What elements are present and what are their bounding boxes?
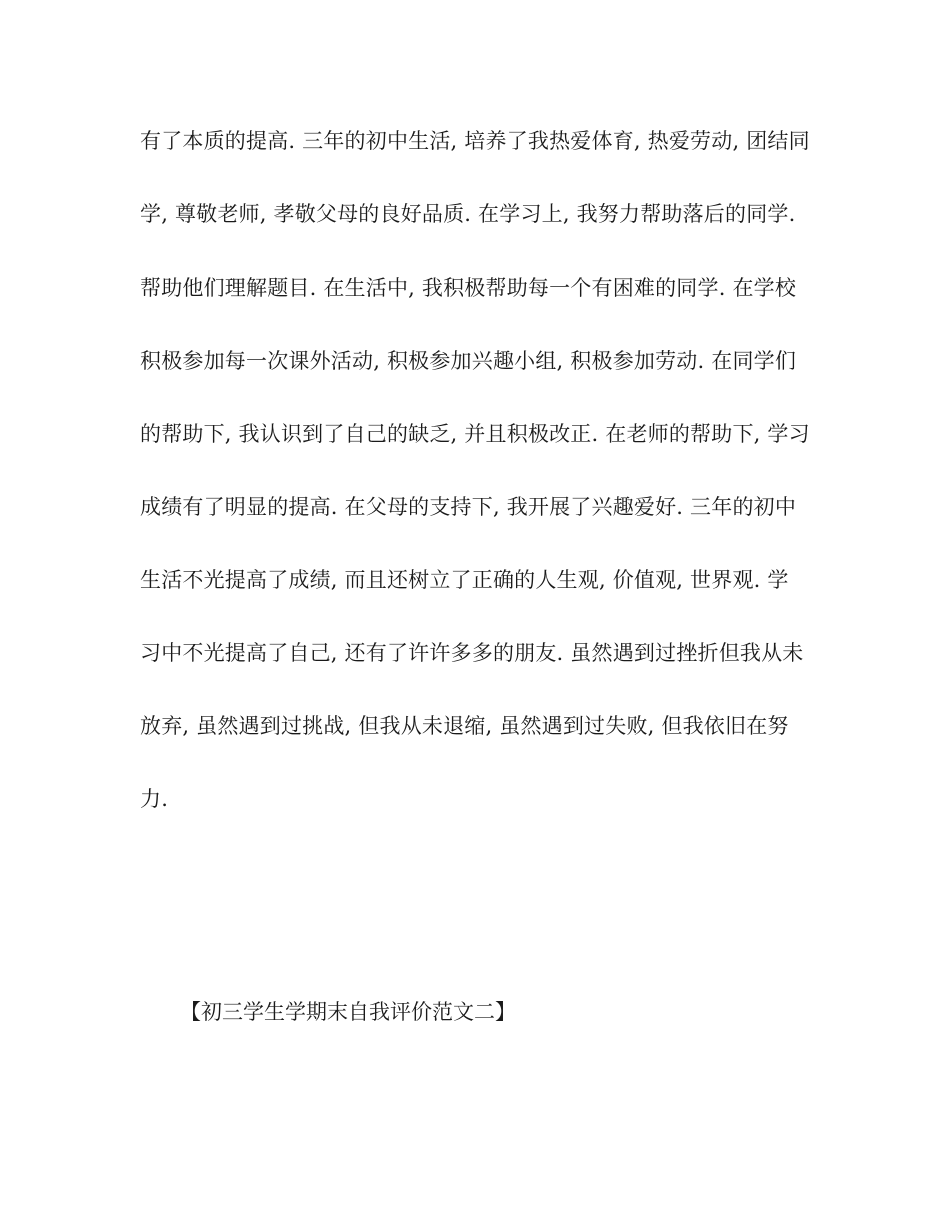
paragraph-line: 放弃, 虽然遇到过挑战, 但我从未退缩, 虽然遇到过失败, 但我依旧在努 <box>140 714 789 738</box>
paragraph-line: 的帮助下, 我认识到了自己的缺乏, 并且积极改正. 在老师的帮助下, 学习 <box>140 422 810 446</box>
paragraph-line: 帮助他们理解题目. 在生活中, 我积极帮助每一个有困难的同学. 在学校 <box>140 276 797 300</box>
paragraph-line: 学, 尊敬老师, 孝敬父母的良好品质. 在学习上, 我努力帮助落后的同学. <box>140 202 796 226</box>
paragraph-line: 习中不光提高了自己, 还有了许许多多的朋友. 虽然遇到过挫折但我从未 <box>140 641 804 665</box>
paragraph-line: 成绩有了明显的提高. 在父母的支持下, 我开展了兴趣爱好. 三年的初中 <box>140 495 797 519</box>
paragraph-line: 有了本质的提高. 三年的初中生活, 培养了我热爱体育, 热爱劳动, 团结同 <box>140 129 810 153</box>
section-heading: 【初三学生学期末自我评价范文二】 <box>180 1000 516 1024</box>
paragraph-line: 积极参加每一次课外活动, 积极参加兴趣小组, 积极参加劳动. 在同学们 <box>140 349 797 373</box>
paragraph-line: 力. <box>140 787 169 811</box>
paragraph-line: 生活不光提高了成绩, 而且还树立了正确的人生观, 价值观, 世界观. 学 <box>140 568 789 592</box>
